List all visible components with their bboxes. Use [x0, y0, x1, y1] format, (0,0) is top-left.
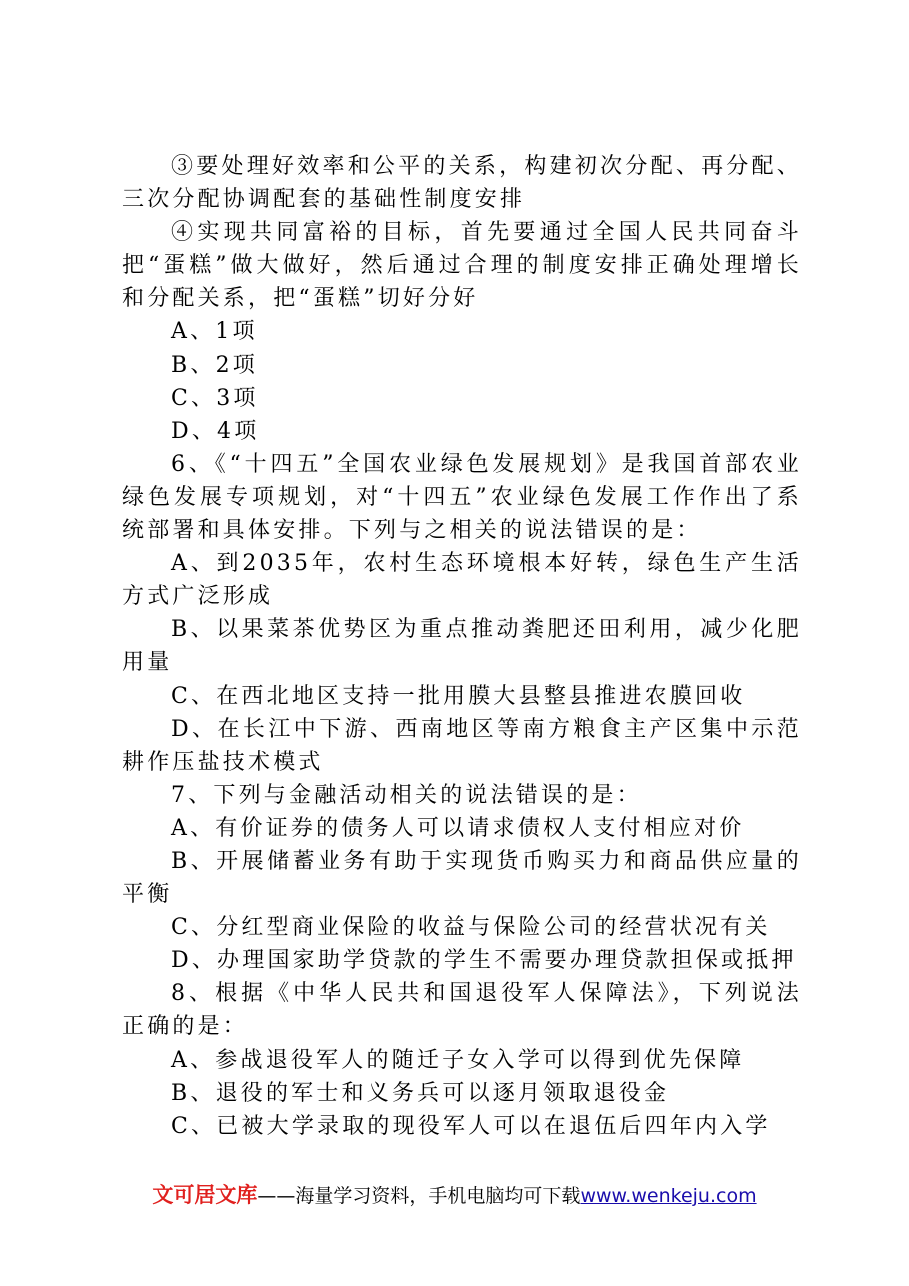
q6-option-a: A、到2035年，农村生态环境根本好转，绿色生产生活方式广泛形成	[122, 551, 802, 610]
q7-option-d: D、办理国家助学贷款的学生不需要办理贷款担保或抵押	[171, 948, 797, 974]
footer-tagline: ——海量学习资料，手机电脑均可下载	[257, 1185, 581, 1207]
q7-option-a: A、有价证券的债务人可以请求债权人支付相应对价	[171, 815, 745, 841]
question-6: 6、《“十四五”全国农业绿色发展规划》是我国首部农业绿色发展专项规划，对“十四五”农业绿色发展工作作出了系统部署和具体安排。下列与之相关的说法错误的是：	[122, 451, 802, 544]
question-8: 8、根据《中华人民共和国退役军人保障法》，下列说法正确的是：	[122, 981, 802, 1040]
q5-option-d: D、4项	[171, 418, 260, 444]
q5-option-a: A、1项	[171, 319, 258, 345]
footer-website-link[interactable]: www.wenkeju.com	[580, 1185, 757, 1207]
page-footer	[0, 1180, 909, 1211]
q6-option-b: B、以果菜茶优势区为重点推动粪肥还田利用，减少化肥用量	[122, 617, 802, 676]
q8-option-a: A、参战退役军人的随迁子女入学可以得到优先保障	[171, 1047, 745, 1073]
q8-option-b: B、退役的军士和义务兵可以逐月领取退役金	[171, 1080, 670, 1106]
q6-option-c: C、在西北地区支持一批用膜大县整县推进农膜回收	[171, 683, 746, 709]
footer-brand: 文可居文库	[152, 1183, 258, 1207]
q7-option-b: B、开展储蓄业务有助于实现货币购买力和商品供应量的平衡	[122, 848, 802, 908]
question-7: 7、下列与金融活动相关的说法错误的是：	[171, 782, 642, 808]
q5-option-b: B、2项	[171, 352, 258, 378]
q7-option-c: C、分红型商业保险的收益与保险公司的经营状况有关	[171, 915, 771, 941]
q8-option-c: C、已被大学录取的现役军人可以在退伍后四年内入学	[171, 1113, 771, 1139]
q6-option-d: D、在长江中下游、西南地区等南方粮食主产区集中示范耕作压盐技术模式	[122, 716, 802, 775]
document-body	[122, 150, 802, 1143]
paragraph-item-4: ④实现共同富裕的目标，首先要通过全国人民共同奋斗把“蛋糕”做大做好，然后通过合理的制度安排正确处理增长和分配关系，把“蛋糕”切好分好	[122, 220, 802, 312]
paragraph-item-3: ③要处理好效率和公平的关系，构建初次分配、再分配、三次分配协调配套的基础性制度安排	[122, 154, 802, 213]
q5-option-c: C、3项	[171, 385, 259, 411]
